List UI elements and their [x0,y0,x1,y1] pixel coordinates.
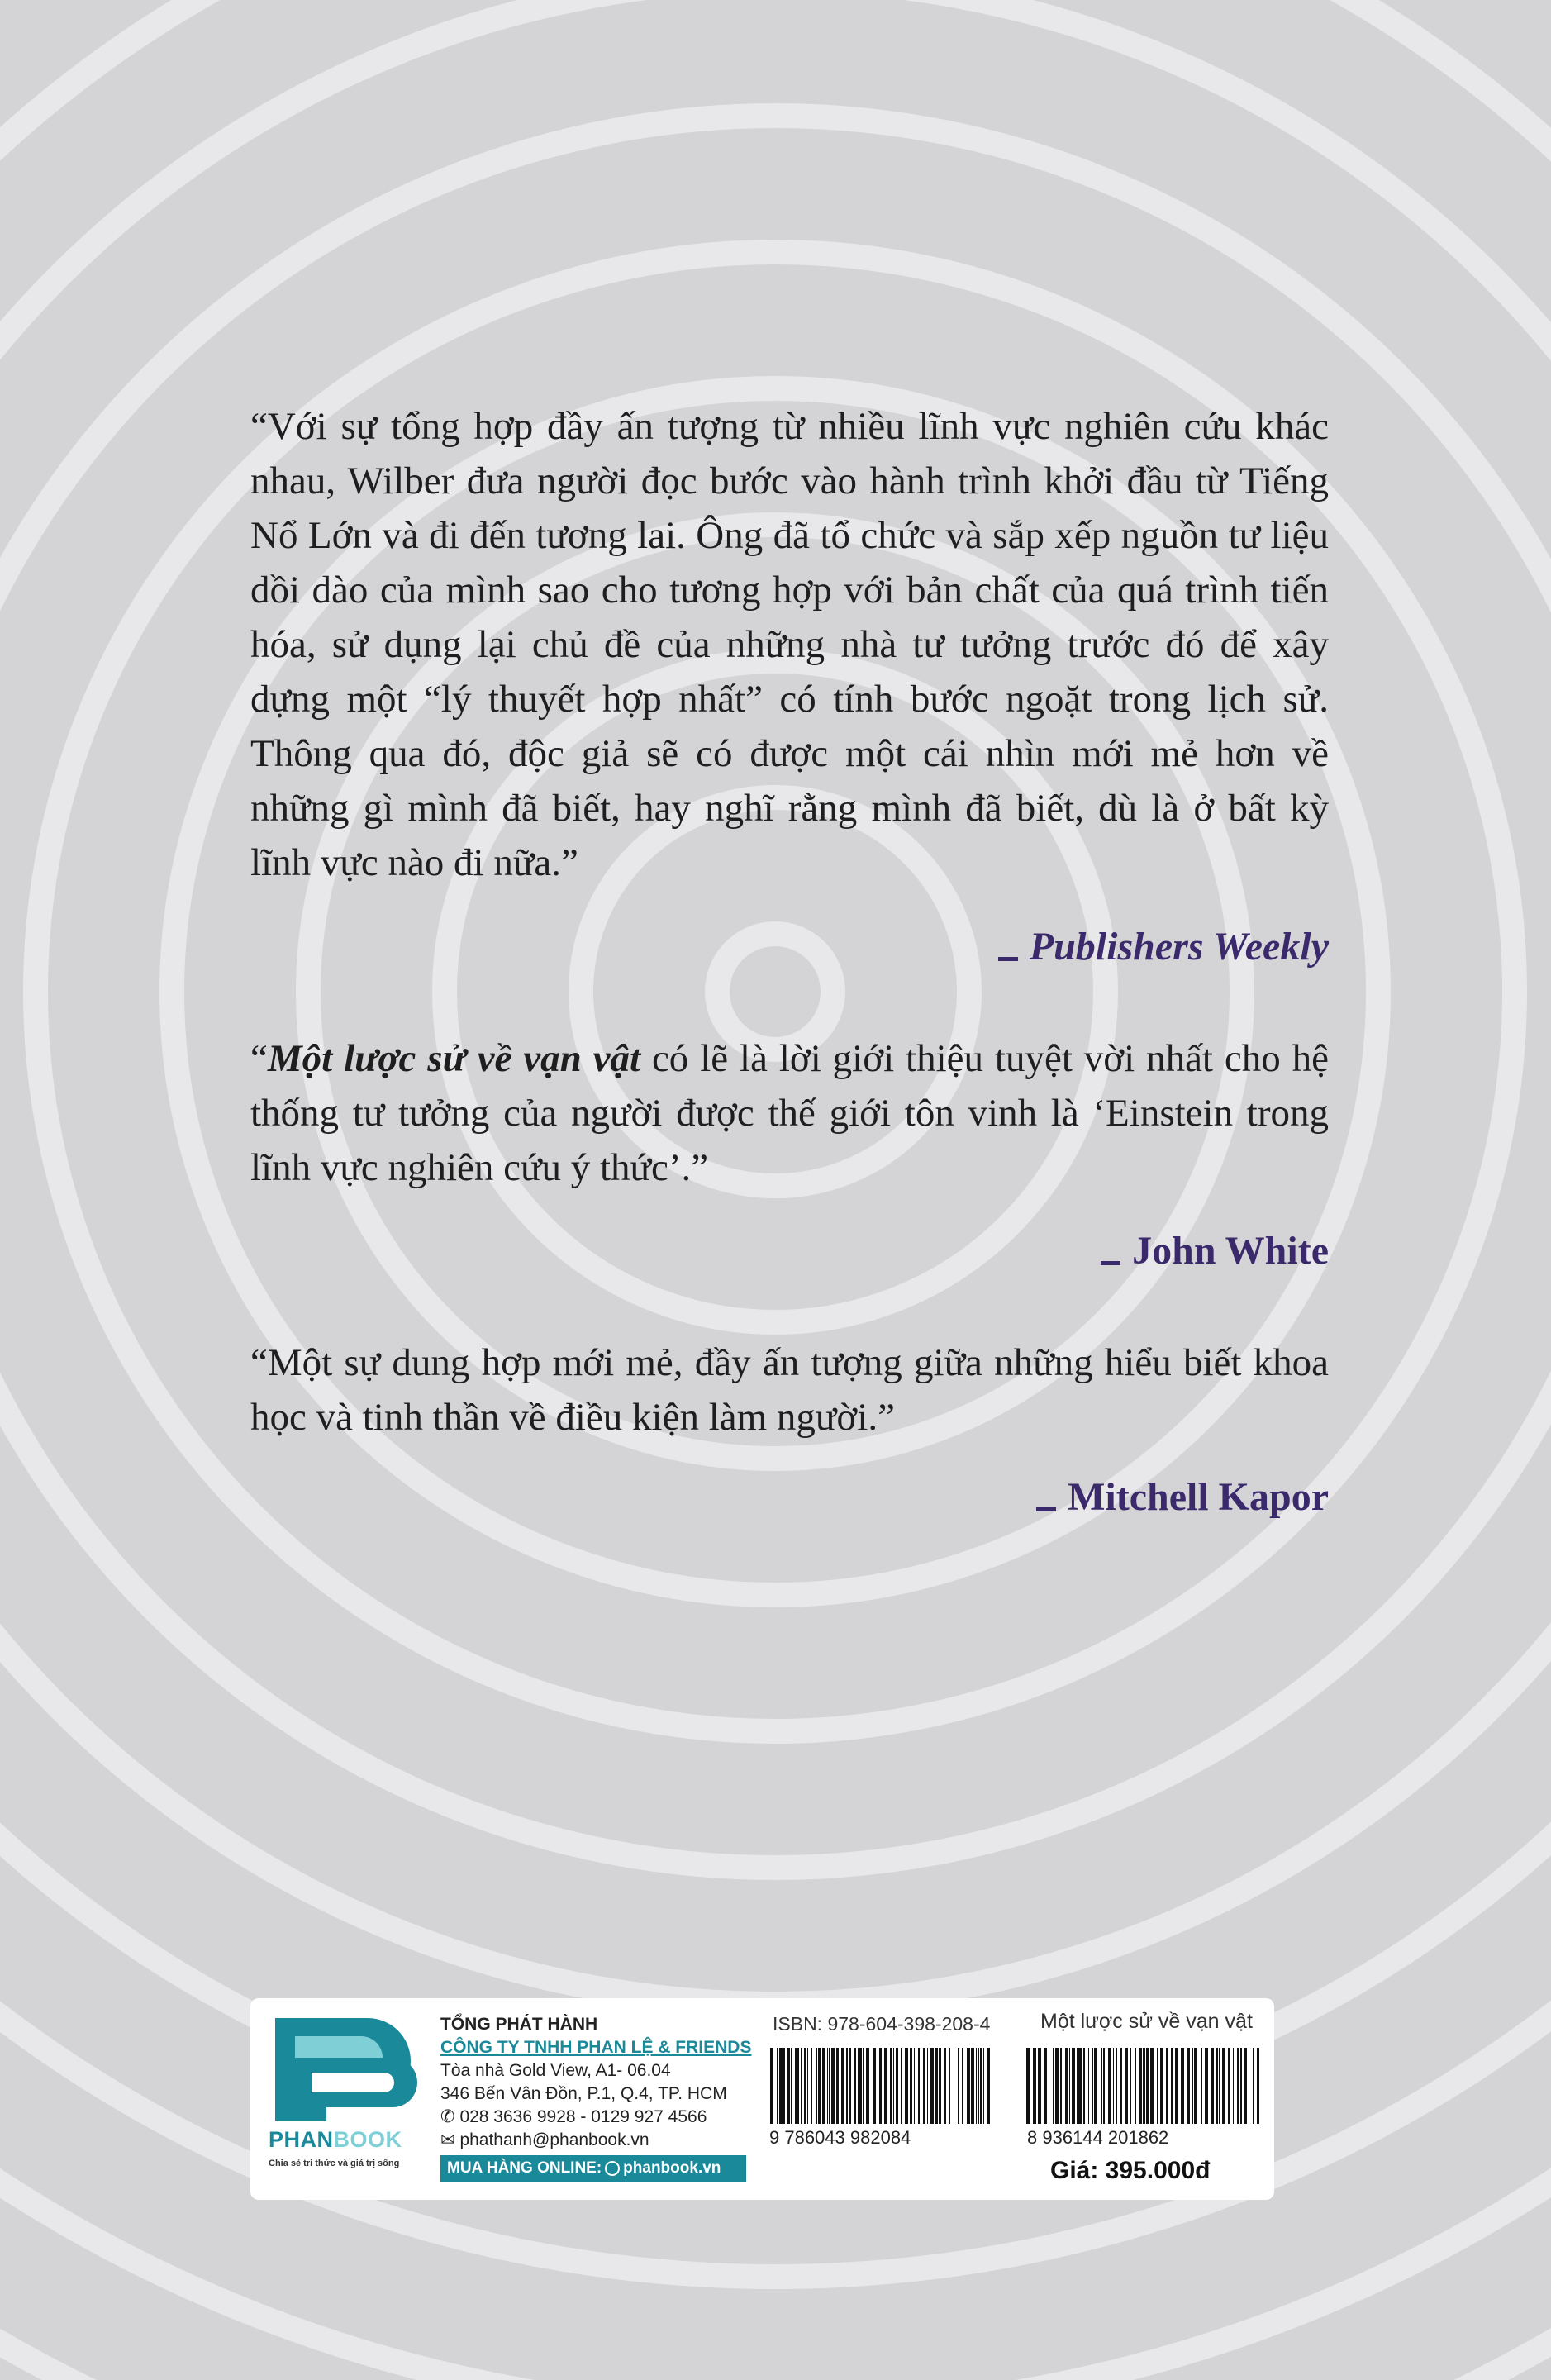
barcode-bar [797,2048,799,2124]
dash-mark [998,957,1018,961]
barcode-bar [873,2048,876,2124]
barcode-bar [1044,2048,1047,2124]
barcode-bar [1135,2048,1136,2124]
quote-open: “ [250,1037,268,1080]
barcode-bar [795,2048,797,2124]
barcode-bar [980,2048,982,2124]
barcode-bar [1192,2048,1193,2124]
phanbook-logo-icon [269,2015,426,2121]
ean-barcode [1023,2048,1263,2124]
barcode-bar [1244,2048,1247,2124]
attribution-1 [998,924,1329,969]
barcode-bar [1072,2048,1075,2124]
barcode-bar [987,2048,990,2124]
barcode-bar [978,2048,979,2124]
barcode-bar [1171,2048,1173,2124]
barcode-bar [1257,2048,1259,2124]
barcode-bar [1146,2048,1149,2124]
barcode-bar [1187,2048,1190,2124]
barcode-bar [1083,2048,1085,2124]
barcode-bar [846,2048,848,2124]
attribution-2 [1101,1228,1329,1273]
barcode-bar [1157,2048,1158,2124]
barcode-bar [962,2048,963,2124]
email-line: ✉ phathanh@phanbook.vn [440,2130,649,2149]
barcode-bar [884,2048,887,2124]
brand-tagline: Chia sẻ tri thức và giá trị sống [269,2159,400,2168]
attribution-1-name: Publishers Weekly [1029,925,1329,969]
price-label: Giá: 395.000đ [1050,2157,1211,2184]
barcode-bar [831,2048,835,2124]
barcode-bar [1211,2048,1214,2124]
globe-icon [605,2161,620,2176]
barcode-bar [1103,2048,1105,2124]
barcode-bar [1216,2048,1218,2124]
barcode-bar [1219,2048,1220,2124]
barcode-bar [1240,2048,1242,2124]
barcode-bar [811,2048,812,2124]
barcode-bar [983,2048,984,2124]
barcode-bar [804,2048,806,2124]
barcode-bar [958,2048,959,2124]
barcode-bar [858,2048,859,2124]
book-title-label: Một lược sử về vạn vật [1040,2010,1253,2033]
barcode-bar [829,2048,830,2124]
barcode-bar [976,2048,977,2124]
barcode-bar [918,2048,920,2124]
phone-icon: ✆ [440,2107,460,2126]
barcode-bar [1060,2048,1062,2124]
barcode-bar [1092,2048,1093,2124]
barcode-bar [1228,2048,1230,2124]
barcode-bar [1201,2048,1202,2124]
barcode-bar [818,2048,821,2124]
barcode-bar [1038,2048,1041,2124]
distributor-info [440,2013,754,2152]
barcode-bar [841,2048,844,2124]
barcode-bar [1113,2048,1114,2124]
barcode-bar [1065,2048,1068,2124]
barcode-bar [1150,2048,1154,2124]
barcode-bar [1055,2048,1059,2124]
isbn-label: ISBN: 978-604-398-208-4 [773,2013,991,2035]
barcode-bar [849,2048,851,2124]
mail-icon: ✉ [440,2130,460,2149]
barcode-bar [944,2048,946,2124]
barcode-bar [791,2048,792,2124]
review-quote-2 [250,1031,1329,1195]
barcode-bar [1160,2048,1163,2124]
barcode-bar [1130,2048,1131,2124]
online-shop-banner: MUA HÀNG ONLINE: phanbook.vn [440,2155,746,2182]
dash-mark [1101,1261,1120,1265]
barcode-bar [1237,2048,1239,2124]
address-line-1: Tòa nhà Gold View, A1- 06.04 [440,2061,671,2080]
barcode-bar [807,2048,808,2124]
barcode-bar [1143,2048,1145,2124]
review-quote-1: “Với sự tổng hợp đầy ấn tượng từ nhiều lĩnh vực nghiên cứu khác nhau, Wilber đưa người đọc bước vào hành trình khởi đầu từ Tiếng Nổ Lớn và đi đến tương lai. Ông đã tổ chức và sắp xếp nguồn tư liệu dồi dào của mình sao cho tương hợp với bản chất của quá trình tiến hóa, sử dụng lại chủ đề của những nhà tư tưởng trước đó để xây dựng một “lý thuyết hợp nhất” có tính bước ngoặt trong lịch sử. Thông qua đó, độc giả sẽ có được một cái nhìn mới mẻ hơn về những gì mình đã biết, hay nghĩ rằng mình đã biết, dù là ở bất kỳ lĩnh vực nào đi nữa.” [250,405,1329,884]
barcode-bar [879,2048,882,2124]
barcode-bar [801,2048,802,2124]
barcode-bar [863,2048,864,2124]
quoted-book-title: Một lược sử về vạn vật [267,1037,641,1080]
barcode-bar [1120,2048,1122,2124]
barcode-bar [777,2048,778,2124]
barcode-bar [905,2048,908,2124]
barcode-bar [1069,2048,1070,2124]
isbn-barcode [767,2048,994,2124]
barcode-bar [967,2048,970,2124]
dash-mark [1036,1507,1056,1511]
attribution-3 [1036,1474,1329,1520]
barcode-bar [1094,2048,1097,2124]
barcode-bar [1033,2048,1036,2124]
barcode-bar [1078,2048,1082,2124]
barcode-bar [1139,2048,1142,2124]
barcode-bar [827,2048,828,2124]
barcode-bar [890,2048,892,2124]
barcode-bar [854,2048,856,2124]
barcode-bar [1253,2048,1254,2124]
phanbook-wordmark: PHANBOOK [269,2127,402,2152]
barcode-bar [836,2048,839,2124]
barcode-bar [896,2048,898,2124]
barcode-bar [1205,2048,1208,2124]
barcode-bar [927,2048,928,2124]
quote-2-body: có lẽ là lời giới thiệu tuyệt vời nhất cho hệ thống tư tưởng của người được thế giới tôn vinh là ‘Einstein trong lĩnh vực nghiên cứu ý thức’.” [250,1037,1329,1189]
barcode-bar [787,2048,790,2124]
barcode-bar [1194,2048,1197,2124]
isbn-barcode-digits: 9 786043 982084 [769,2127,911,2148]
barcode-bar [923,2048,925,2124]
distributor-heading: TỔNG PHÁT HÀNH [440,2015,598,2034]
barcode-bar [859,2048,862,2124]
attribution-2-name: John White [1132,1229,1329,1273]
barcode-bar [1077,2048,1078,2124]
barcode-bar [866,2048,869,2124]
barcode-bar [1053,2048,1054,2124]
barcode-bar [1116,2048,1117,2124]
barcode-bar [935,2048,938,2124]
barcode-bar [770,2048,773,2124]
address-line-2: 346 Bến Vân Đồn, P.1, Q.4, TP. HCM [440,2084,727,2103]
barcode-bar [1233,2048,1234,2124]
review-quote-3: “Một sự dung hợp mới mẻ, đầy ấn tượng giữa những hiểu biết khoa học và tinh thần về điều kiện làm người.” [250,1341,1329,1439]
barcode-bar [914,2048,915,2124]
barcode-bar [1101,2048,1102,2124]
barcode-bar [901,2048,902,2124]
attribution-3-name: Mitchell Kapor [1068,1475,1329,1519]
barcode-bar [816,2048,817,2124]
barcode-bar [783,2048,785,2124]
ean-barcode-digits: 8 936144 201862 [1027,2127,1169,2148]
barcode-bar [1181,2048,1184,2124]
barcode-bar [1026,2048,1030,2124]
phone-line: ✆ 028 3636 9928 - 0129 927 4566 [440,2107,707,2126]
barcode-bar [930,2048,934,2124]
barcode-bar [1125,2048,1128,2124]
barcode-bar [1175,2048,1178,2124]
company-name: CÔNG TY TNHH PHAN LỆ & FRIENDS [440,2038,752,2057]
barcode-bar [822,2048,825,2124]
barcode-bar [1108,2048,1111,2124]
barcode-bar [949,2048,950,2124]
barcode-bar [1222,2048,1225,2124]
publisher-info-panel [250,1998,1274,2200]
barcode-bar [971,2048,973,2124]
barcode-bar [1166,2048,1168,2124]
barcode-bar [973,2048,974,2124]
barcode-bar [893,2048,894,2124]
shop-url: phanbook.vn [623,2159,721,2177]
barcode-bar [910,2048,912,2124]
barcode-bar [779,2048,783,2124]
barcode-bar [1088,2048,1089,2124]
barcode-bar [939,2048,941,2124]
